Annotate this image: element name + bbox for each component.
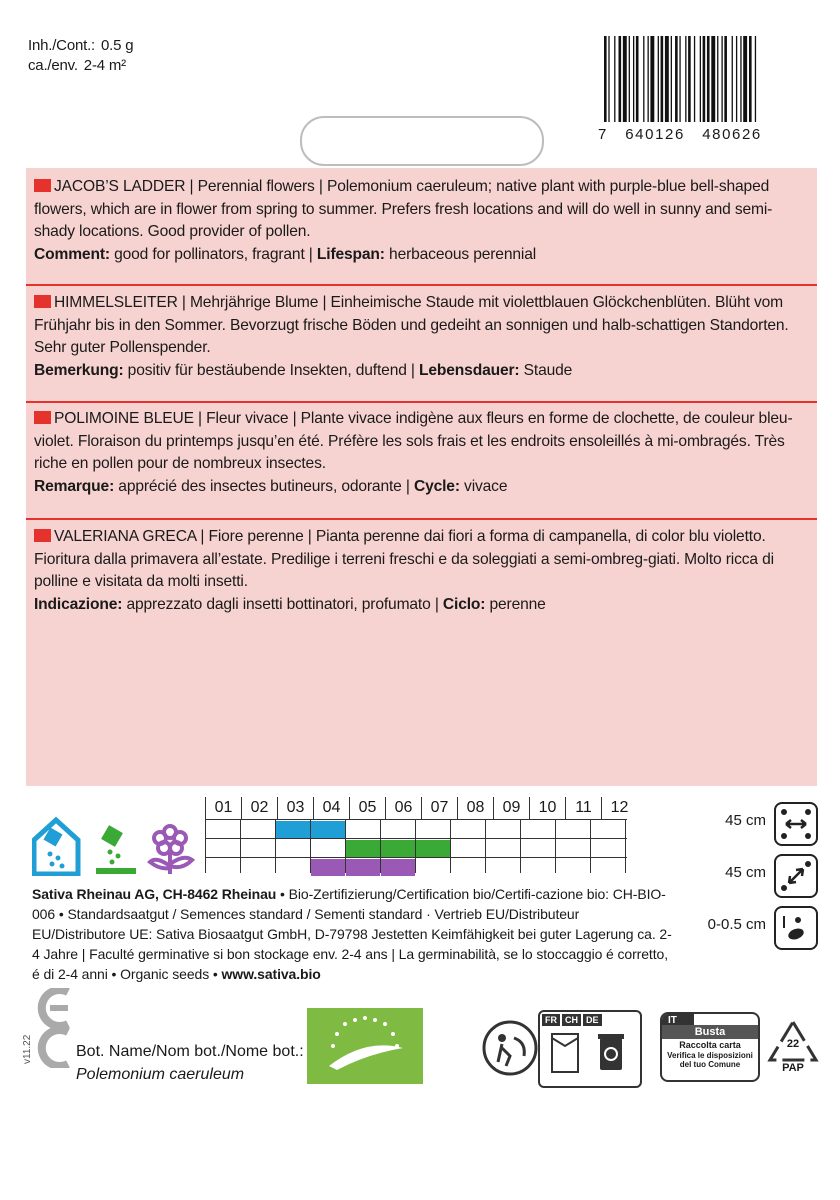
botanical-name bbox=[76, 1040, 304, 1086]
flowering-bar bbox=[381, 859, 415, 876]
sorting-info-box bbox=[538, 1010, 642, 1088]
lifespan-text: perenne bbox=[485, 595, 546, 613]
red-square-icon bbox=[34, 529, 51, 542]
comment-label: Comment: bbox=[34, 245, 110, 263]
lifespan-text: Staude bbox=[519, 361, 573, 379]
pap-label: PAP bbox=[782, 1062, 804, 1074]
bin-icon bbox=[598, 1034, 624, 1070]
flowering-bar bbox=[346, 859, 380, 876]
divider bbox=[26, 401, 817, 403]
description-panel bbox=[26, 168, 817, 786]
section-text: | Fleur vivace | Plante vivace indigène aux fleurs en forme de clochette, de couleur bleu-violet. Floraison du printemps jusqu’en été. Préfère les sols frais et les endroits ensoleillés à mi-ombragés. Très riche en pollen pour de nombreux insectes. bbox=[34, 410, 793, 472]
botanical-label: Bot. Name/Nom bot./Nome bot.: bbox=[76, 1043, 304, 1060]
grid-line bbox=[205, 819, 206, 873]
comment-label: Indicazione: bbox=[34, 595, 123, 613]
month-label: 02 bbox=[241, 797, 277, 819]
row-spacing bbox=[658, 802, 818, 838]
section-fr bbox=[34, 408, 810, 498]
section-title: JACOB’S LADDER bbox=[54, 178, 186, 195]
lifespan-label: Ciclo: bbox=[442, 595, 486, 613]
plant-spacing-value: 45 cm bbox=[725, 864, 766, 881]
paper-bag-icon bbox=[552, 1034, 578, 1072]
hang-hole bbox=[300, 116, 544, 166]
grid-line bbox=[590, 819, 591, 873]
area-label: ca./env. bbox=[28, 57, 78, 74]
grid-line bbox=[275, 819, 276, 873]
section-text: | Mehrjährige Blume | Einheimische Staude mit violettblauen Glöckchenblüten. Blüht vom Frühjahr bis in den Sommer. Bevorzugt frische Böden und gedeiht an sonnigen und halb-schattigen Standorten. Sehr guter Pollenspender. bbox=[34, 294, 789, 356]
plant-spacing bbox=[658, 854, 818, 890]
lifespan-label: Lebensdauer: bbox=[419, 361, 520, 379]
month-label: 06 bbox=[385, 797, 421, 819]
botanical-value: Polemonium caeruleum bbox=[76, 1066, 245, 1083]
it-label: IT bbox=[662, 1014, 694, 1027]
version-label: v11.22 bbox=[22, 1034, 33, 1064]
grid-line bbox=[310, 819, 311, 873]
content-label: Inh./Cont.: bbox=[28, 37, 96, 54]
calendar-legend-icons bbox=[32, 816, 202, 881]
area-value: 2-4 m² bbox=[83, 57, 126, 74]
section-title: HIMMELSLEITER bbox=[54, 294, 178, 311]
section-it bbox=[34, 526, 810, 616]
red-square-icon bbox=[34, 295, 51, 308]
section-title: VALERIANA GRECA bbox=[54, 528, 197, 545]
country-code: FR bbox=[542, 1014, 560, 1026]
sow-outdoors-icon bbox=[96, 825, 136, 874]
sowing-row bbox=[205, 819, 627, 838]
sowing-calendar bbox=[205, 797, 637, 819]
lifespan-label: Lifespan: bbox=[316, 245, 385, 263]
row-spacing-icon bbox=[774, 802, 818, 846]
barcode-digits: 7 640126 480626 bbox=[598, 126, 762, 143]
divider bbox=[26, 518, 817, 520]
grid-line bbox=[555, 819, 556, 873]
comment-label: Remarque: bbox=[34, 477, 115, 495]
month-label: 08 bbox=[457, 797, 493, 819]
grid-line bbox=[240, 819, 241, 873]
comment-text: apprezzato dagli insetti bottinatori, profumato | bbox=[122, 595, 443, 613]
comment-text: good for pollinators, fragrant | bbox=[109, 245, 317, 263]
sowing-bar bbox=[311, 821, 345, 838]
grid-line bbox=[450, 819, 451, 873]
transplant-bar bbox=[346, 840, 380, 857]
grid-line bbox=[380, 819, 381, 873]
busta-label: Busta bbox=[662, 1025, 758, 1039]
website-link[interactable]: www.sativa.bio bbox=[221, 966, 321, 982]
plant-spacing-icon bbox=[774, 854, 818, 898]
comment-text: apprécié des insectes butineurs, odorante | bbox=[114, 477, 414, 495]
grid-line bbox=[520, 819, 521, 873]
grid-line bbox=[415, 819, 416, 873]
month-label: 07 bbox=[421, 797, 457, 819]
section-en bbox=[34, 176, 810, 266]
comment-text: positiv für bestäubende Insekten, duftend | bbox=[123, 361, 420, 379]
red-square-icon bbox=[34, 179, 51, 192]
month-label: 10 bbox=[529, 797, 565, 819]
section-de bbox=[34, 292, 810, 382]
month-label: 01 bbox=[205, 797, 241, 819]
month-label: 12 bbox=[601, 797, 637, 819]
verifica-label: Verifica le disposizioni del tuo Comune bbox=[667, 1051, 753, 1069]
red-square-icon bbox=[34, 411, 51, 424]
divider bbox=[26, 284, 817, 286]
month-label: 05 bbox=[349, 797, 385, 819]
pap-number: 22 bbox=[786, 1038, 800, 1050]
italy-disposal-box bbox=[660, 1012, 760, 1082]
flowering-icon bbox=[150, 826, 192, 874]
grid-line bbox=[345, 819, 346, 873]
content-value: 0.5 g bbox=[100, 37, 134, 54]
raccolta-label: Raccolta carta bbox=[679, 1040, 741, 1050]
company-info bbox=[32, 884, 672, 984]
lifespan-label: Cycle: bbox=[413, 477, 460, 495]
month-label: 03 bbox=[277, 797, 313, 819]
row-spacing-value: 45 cm bbox=[725, 812, 766, 829]
grid-line bbox=[485, 819, 486, 873]
section-title: POLIMOINE BLEUE bbox=[54, 410, 194, 427]
grid-line bbox=[625, 819, 626, 873]
flowering-row bbox=[205, 857, 627, 876]
ce-mark-icon bbox=[30, 988, 72, 1068]
company-name: Sativa Rheinau AG, CH-8462 Rheinau bbox=[32, 886, 277, 902]
section-text: | Fiore perenne | Pianta perenne dai fiori a forma di campanella, di color blu violetto. Fioritura dalla primavera all’estate. Predilige i terreni freschi e da soleggiati a semi-ombreg-giati. Molto ricca di polline e visitata da molti insetti. bbox=[34, 528, 774, 590]
month-label: 04 bbox=[313, 797, 349, 819]
eu-organic-logo-icon bbox=[307, 1008, 423, 1084]
content-info bbox=[28, 36, 133, 76]
flowering-bar bbox=[311, 859, 345, 876]
country-code: CH bbox=[562, 1014, 581, 1026]
transplant-bar bbox=[381, 840, 415, 857]
sow-under-glass-icon bbox=[34, 820, 78, 874]
sowing-depth-icon bbox=[774, 906, 818, 950]
transplant-bar bbox=[416, 840, 450, 857]
sowing-depth-value: 0-0.5 cm bbox=[707, 916, 766, 933]
sowing-depth bbox=[658, 906, 818, 942]
lifespan-text: vivace bbox=[459, 477, 508, 495]
month-label: 11 bbox=[565, 797, 601, 819]
company-text: • Bio-Zertifizierung/Certification bio/Certifi-cazione bio: CH-BIO-006 • Standardsaatgut / Semences standard / Sementi standard · Vertrieb EU/Distributeur EU/Distributore UE: Sativa Biosaatgut GmbH, D-79798 Jestetten Keimfähigkeit bei guter Lagerung ca. 2-4 Jahre | Faculté germinative si bon stockage env. 2-4 ans | La germinabilità, se lo stoccaggio é corretto, é di 2-4 anni • Organic seeds • bbox=[32, 886, 672, 982]
comment-label: Bemerkung: bbox=[34, 361, 124, 379]
month-label: 09 bbox=[493, 797, 529, 819]
sowing-bar bbox=[276, 821, 310, 838]
country-code: DE bbox=[583, 1014, 602, 1026]
triman-recycle-icon bbox=[480, 1018, 540, 1078]
pap-recycle-code bbox=[766, 1018, 820, 1078]
section-text: | Perennial flowers | Polemonium caeruleum; native plant with purple-blue bell-shaped flowers, which are in flower from spring to summer. Prefers fresh locations and will do well in sunny and semi-shady locations. Good provider of pollen. bbox=[34, 178, 773, 240]
transplant-row bbox=[205, 838, 627, 857]
lifespan-text: herbaceous perennial bbox=[384, 245, 537, 263]
